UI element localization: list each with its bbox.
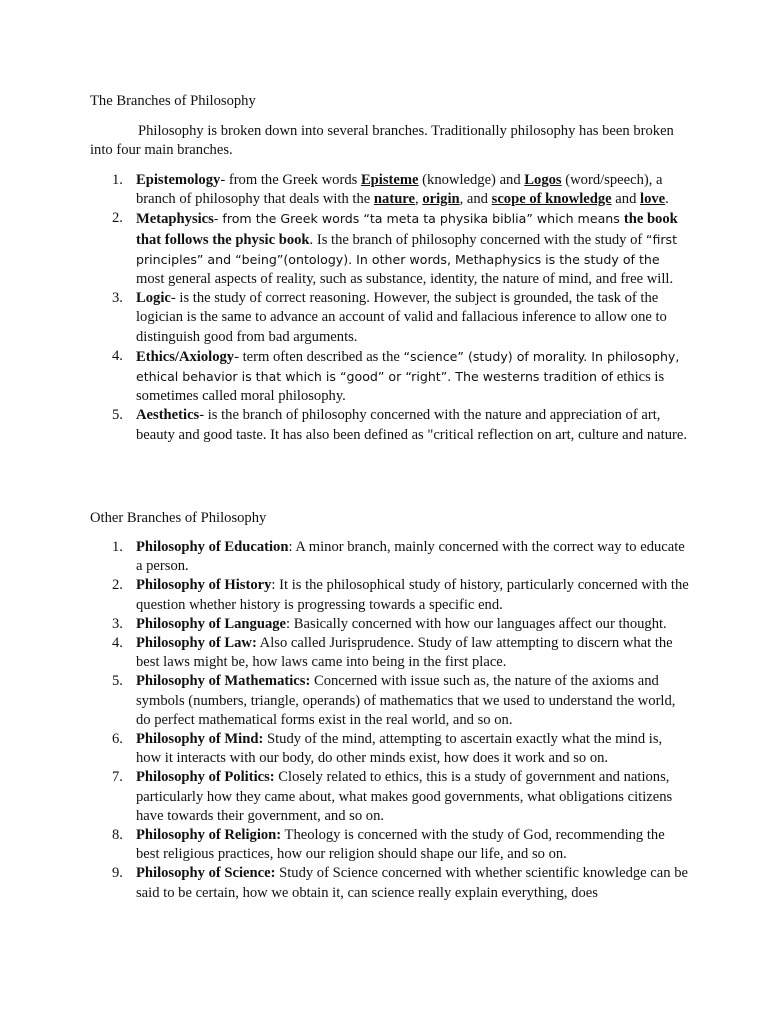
list-item <box>90 406 690 444</box>
main-branches-list <box>90 171 690 445</box>
list-item <box>90 730 690 768</box>
list-item <box>90 826 690 864</box>
branch-term: Logic <box>136 290 171 307</box>
branch-text: . <box>665 191 669 208</box>
branch-term: Philosophy of Politics: <box>136 769 275 786</box>
intro-paragraph: Philosophy is broken down into several branches. Traditionally philosophy has been broken into four main branches. <box>90 123 674 159</box>
emphasis-term: origin <box>422 191 460 208</box>
list-item <box>90 634 690 672</box>
item-number: 4. <box>112 635 123 652</box>
branch-text: - term often described as the <box>234 348 404 365</box>
branch-text: , <box>415 191 423 208</box>
item-number: 3. <box>112 290 123 307</box>
list-item <box>90 864 690 902</box>
item-number: 5. <box>112 673 123 690</box>
branch-text: and <box>611 191 641 208</box>
branch-term: Ethics/Axiology <box>136 348 235 365</box>
section-title: Other Branches of Philosophy <box>90 510 267 526</box>
emphasis-term: Episteme <box>360 172 419 188</box>
branch-text: Study of Science concerned with whether scientific knowledge can be said to be certain, how we obtain it, can science really explain everything, does <box>136 865 688 901</box>
branch-text: - is the study of correct reasoning. However, the subject is grounded, the task of the logician is the same to advance an account of valid and fallacious inference to allow one to distinguish good from bad arguments. <box>136 290 667 345</box>
branch-term: Epistemology <box>136 172 221 188</box>
emphasis-term: the book that follows the physic book <box>136 211 678 248</box>
branch-term: Philosophy of Language <box>136 615 287 632</box>
branch-text: (knowledge) and <box>418 172 525 188</box>
other-branches-list <box>90 538 690 903</box>
list-item <box>90 538 690 576</box>
item-number: 2. <box>112 577 123 594</box>
emphasis-term: Logos <box>524 172 562 188</box>
item-number: 1. <box>112 539 123 555</box>
branch-term: Philosophy of History <box>136 577 272 594</box>
list-item <box>90 171 690 209</box>
branch-term: Philosophy of Education <box>136 539 289 555</box>
branch-text: “first principles” and “being”(ontology). In other words, Methaphysics is the study of the <box>136 231 678 267</box>
list-item <box>90 576 690 614</box>
list-item <box>90 672 690 730</box>
item-number: 3. <box>112 615 123 632</box>
branch-text: Closely related to ethics, this is a study of government and nations, particularly how they came about, what makes good governments, what obligations citizens have towards their government, and so on. <box>136 769 673 824</box>
branch-term: Philosophy of Mathematics: <box>136 673 311 690</box>
branch-text: ethics is sometimes called moral philosophy. <box>136 369 665 405</box>
branch-text: : It is the philosophical study of history, particularly concerned with the question whether history is progressing towards a specific end. <box>136 577 689 613</box>
branch-text: - is the branch of philosophy concerned with the nature and appreciation of art, beauty and good taste. It has also been defined as "critical reflection on art, culture and nature. <box>136 407 687 443</box>
emphasis-term: love <box>640 191 666 208</box>
branch-text: most general aspects of reality, such as substance, identity, the nature of mind, and free will. <box>136 271 674 288</box>
item-number: 6. <box>112 731 123 748</box>
branch-text: “science” (study) of morality. In philosophy, ethical behavior is that which is “good” or “right”. The westerns tradition of <box>136 348 680 385</box>
branch-text: . Is the branch of philosophy concerned with the study of <box>309 231 646 248</box>
list-item <box>90 289 690 347</box>
list-item <box>90 615 690 634</box>
branch-text: : Basically concerned with how our languages affect our thought. <box>286 615 667 632</box>
branch-term: Philosophy of Mind: <box>136 731 264 748</box>
list-item <box>90 768 690 826</box>
branch-text: (word/speech), a branch of philosophy that deals with the <box>136 172 663 208</box>
document-title: The Branches of Philosophy <box>90 93 256 109</box>
branch-term: Metaphysics <box>136 211 214 228</box>
branch-text: , and <box>459 191 492 208</box>
emphasis-term: scope of knowledge <box>491 191 612 208</box>
branch-text: Also called Jurisprudence. Study of law attempting to discern what the best laws might be, how laws came into being in the first place. <box>136 635 673 671</box>
item-number: 4. <box>112 347 123 364</box>
branch-text: Study of the mind, attempting to ascertain exactly what the mind is, how it interacts with our body, do other minds exist, how does it work and so on. <box>136 731 663 767</box>
branch-text: Concerned with issue such as, the nature of the axioms and symbols (numbers, triangle, operands) of mathematics that we used to understand the world, do perfect mathematical forms exist in the real world, and so on. <box>136 673 676 728</box>
branch-term: Philosophy of Law: <box>136 635 257 652</box>
branch-text: : A minor branch, mainly concerned with the correct way to educate a person. <box>136 539 685 575</box>
branch-text: - from the Greek words <box>220 172 361 188</box>
item-number: 1. <box>112 172 123 188</box>
item-number: 2. <box>112 210 123 227</box>
list-item <box>90 347 690 407</box>
item-number: 7. <box>112 769 123 786</box>
branch-term: Philosophy of Religion: <box>136 827 282 844</box>
branch-text: - from the Greek words “ta meta ta physika biblia” which means <box>213 211 624 227</box>
list-item <box>90 209 690 289</box>
item-number: 9. <box>112 865 123 882</box>
branch-term: Philosophy of Science: <box>136 865 276 882</box>
branch-term: Aesthetics <box>136 407 200 424</box>
item-number: 8. <box>112 827 123 844</box>
item-number: 5. <box>112 407 123 424</box>
emphasis-term: nature <box>373 191 416 208</box>
branch-text: Theology is concerned with the study of God, recommending the best religious practices, how our religion should shape our life, and so on. <box>136 827 665 863</box>
